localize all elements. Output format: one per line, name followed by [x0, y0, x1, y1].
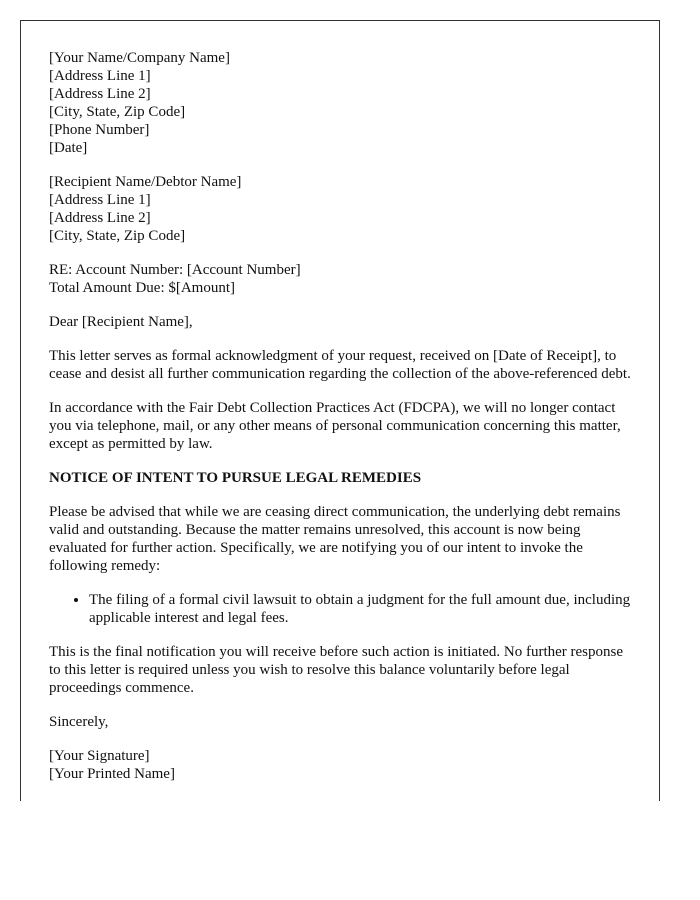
account-number-line: RE: Account Number: [Account Number] — [49, 262, 301, 278]
sender-address-line-1: [Address Line 1] — [49, 68, 151, 84]
sender-city-state-zip: [City, State, Zip Code] — [49, 104, 186, 120]
recipient-name: [Recipient Name/Debtor Name] — [49, 174, 242, 190]
recipient-address-line-1: [Address Line 1] — [49, 192, 151, 208]
signature: [Your Signature] — [49, 748, 150, 764]
sender-address — [49, 49, 635, 157]
notice-paragraph: Please be advised that while we are ceasing direct communication, the underlying debt remains valid and outstanding. Because the matter remains unresolved, this account is now being evaluated for further action. Specifically, we are notifying you of our intent to invoke the following remedy: — [49, 504, 621, 574]
body-paragraph-2: In accordance with the Fair Debt Collection Practices Act (FDCPA), we will no longer contact you via telephone, mail, or any other means of personal communication concerning this matter, except as permitted by law. — [49, 400, 621, 452]
recipient-city-state-zip: [City, State, Zip Code] — [49, 228, 186, 244]
letter-date: [Date] — [49, 140, 88, 156]
reference-block — [49, 261, 635, 297]
signature-block — [49, 747, 635, 783]
final-paragraph: This is the final notification you will receive before such action is initiated. No further response to this letter is required unless you wish to resolve this balance voluntarily before legal proceedings commence. — [49, 644, 623, 696]
body-paragraph-1: This letter serves as formal acknowledgment of your request, received on [Date of Receipt], to cease and desist all further communication regarding the collection of the above-referenced debt. — [49, 348, 631, 382]
sender-name: [Your Name/Company Name] — [49, 50, 230, 66]
closing: Sincerely, — [49, 714, 109, 730]
recipient-address — [49, 173, 635, 245]
sender-address-line-2: [Address Line 2] — [49, 86, 151, 102]
remedy-item: • The filing of a formal civil lawsuit to obtain a judgment for the full amount due, including applicable interest and legal fees. — [89, 591, 635, 627]
printed-name: [Your Printed Name] — [49, 766, 175, 782]
recipient-address-line-2: [Address Line 2] — [49, 210, 151, 226]
letter-page — [20, 20, 660, 801]
remedies-list — [49, 591, 635, 627]
salutation: Dear [Recipient Name], — [49, 314, 193, 330]
sender-phone: [Phone Number] — [49, 122, 150, 138]
notice-heading: NOTICE OF INTENT TO PURSUE LEGAL REMEDIES — [49, 470, 422, 486]
letter-content — [49, 49, 635, 799]
amount-due-line: Total Amount Due: $[Amount] — [49, 280, 236, 296]
